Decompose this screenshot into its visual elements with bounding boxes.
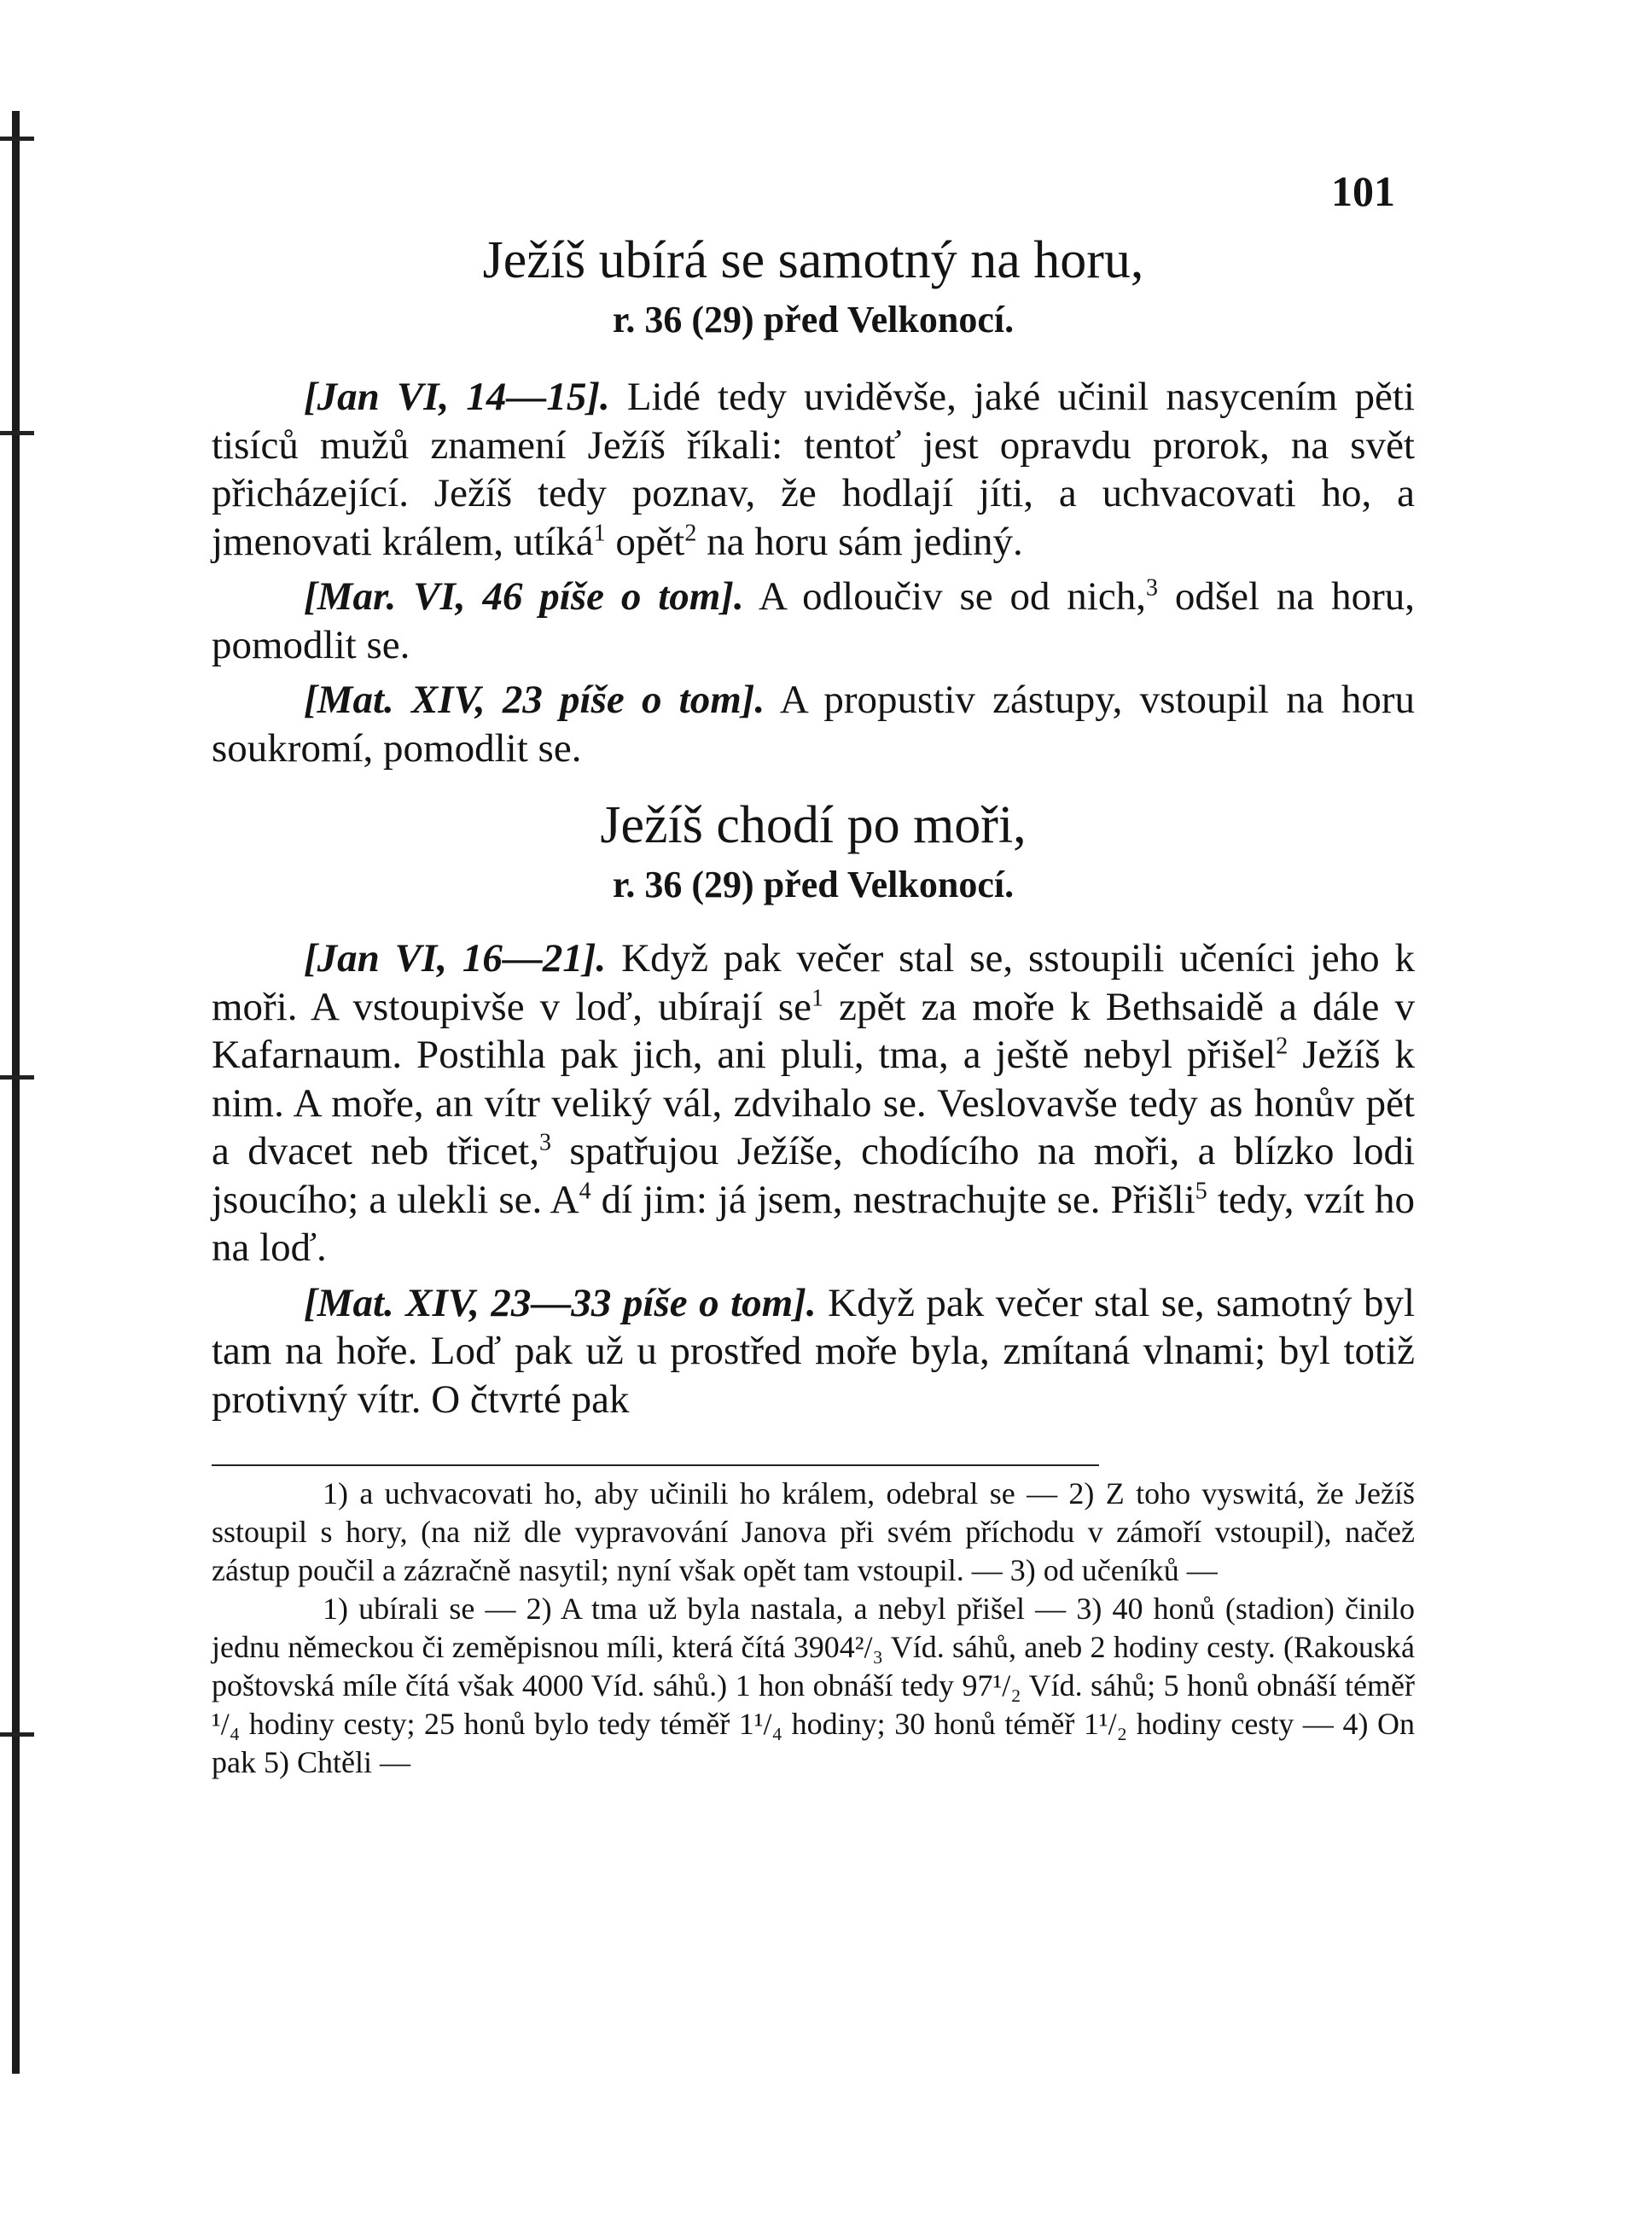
footnote-block-2: 1) ubírali se — 2) A tma už byla nastala, a nebyl přišel — 3) 40 honů (stadion) činilo jednu německou či zeměpisnou míli, která čítá 3904²/₃ Víd. sáhů, aneb 2 hodiny cesty. (Rakouská poštovská míle čítá však 4000 Víd. sáhů.) 1 hon obnáší tedy 97¹/₂ Víd. sáhů; 5 honů obnáší téměř ¹/₄ hodiny cesty; 25 honů bylo tedy téměř 1¹/₄ hodiny; 30 honů téměř 1¹/₂ hodiny cesty — 4) On pak 5) Chtěli — xyxy=(212,1592,1415,1779)
paragraph-text: Když pak večer stal se, samotný byl tam na hoře. Loď pak už u prostřed moře byla, zmítaná vlnami; byl totiž protivný vítr. O čtvrté pak xyxy=(212,1280,1415,1422)
binding-mark xyxy=(0,137,34,141)
footnote-marker: 2 xyxy=(684,519,697,546)
page-content xyxy=(212,226,1415,1782)
scripture-reference: [Mat. XIV, 23—33 píše o tom]. xyxy=(304,1280,817,1325)
section-title: Ježíš ubírá se samotný na horu, xyxy=(482,231,1144,289)
paragraph-text: na horu sám jediný. xyxy=(696,519,1023,564)
paragraph-jan-16 xyxy=(212,934,1415,1272)
footnote-marker: 3 xyxy=(538,1129,551,1156)
footnote-marker: 3 xyxy=(1145,574,1158,602)
page-number: 101 xyxy=(1331,167,1395,215)
paragraph-text: opět xyxy=(605,519,685,564)
scripture-reference: [Jan VI, 16—21]. xyxy=(304,936,607,981)
paragraph-text: A odloučiv se od nich, xyxy=(743,574,1146,619)
section-heading-2 xyxy=(212,791,1415,911)
paragraph-text: odšel na horu, pomodlit se. xyxy=(212,574,1415,667)
paragraph-text: Ježíš k nim. A moře, an vítr veliký vál, zdvihalo se. Veslovavše tedy as honův pět a dvacet neb třicet, xyxy=(212,1033,1415,1173)
paragraph-text: A propustiv zástupy, vstoupil na horu soukromí, pomodlit se. xyxy=(212,678,1416,771)
scripture-reference: [Mat. XIV, 23 píše o tom]. xyxy=(304,678,765,722)
paragraph-text: dí jim: já jsem, nestrachujte se. Přišli xyxy=(590,1177,1195,1222)
section-subtitle: r. 36 (29) před Velkonocí. xyxy=(612,864,1015,905)
binding-mark xyxy=(0,1732,34,1737)
scripture-reference: [Mar. VI, 46 píše o tom]. xyxy=(304,574,744,619)
paragraph-text: tedy, vzít ho na loď. xyxy=(212,1177,1415,1270)
paragraph-mat-23-33 xyxy=(212,1279,1415,1424)
footnote-marker: 1 xyxy=(593,519,606,546)
paragraph-text: Lidé tedy uviděvše, jaké učinil nasycením pěti tisíců mužů znamení Ježíš říkali: tentoť jest opravdu prorok, na svět přicházející. Ježíš tedy poznav, že hodlají jíti, a uchvacovati ho, a jmenovati králem, utíká xyxy=(212,375,1415,564)
paragraph-text: spatřujou Ježíše, chodícího na moři, a blízko lodi jsoucího; a ulekli se. A xyxy=(212,1129,1415,1222)
binding-mark xyxy=(0,431,34,435)
paragraph-mat-23 xyxy=(212,676,1415,772)
footnotes xyxy=(212,1475,1415,1782)
footnote-marker: 4 xyxy=(579,1177,591,1204)
paragraph-jan-14 xyxy=(212,373,1415,566)
footnote-block-1: 1) a uchvacovati ho, aby učinili ho králem, odebral se — 2) Z toho vyswitá, že Ježíš sstoupil s hory, (na niž dle vypravování Janova při svém příchodu v zámoří vstoupil), načež zástup poučil a zázračně nasytil; nyní však opět tam vstoupil. — 3) od učeníků — xyxy=(212,1476,1415,1587)
binding-line xyxy=(12,111,20,2074)
footnote-marker: 2 xyxy=(1276,1033,1288,1060)
section-heading-1 xyxy=(212,226,1415,346)
section-subtitle: r. 36 (29) před Velkonocí. xyxy=(612,299,1015,340)
binding-mark xyxy=(0,1075,34,1080)
paragraph-mar-46 xyxy=(212,573,1415,669)
footnote-marker: 5 xyxy=(1195,1177,1207,1204)
footnote-marker: 1 xyxy=(811,984,824,1011)
footnote-divider xyxy=(212,1464,1099,1466)
scripture-reference: [Jan VI, 14—15]. xyxy=(304,375,610,419)
scan-edge xyxy=(0,0,44,2235)
section-title: Ježíš chodí po moři, xyxy=(600,796,1027,854)
paragraph-text: Když pak večer stal se, sstoupili učeníci jeho k moři. A vstoupivše v loď, ubírají se xyxy=(212,936,1415,1029)
paragraph-text: zpět za moře k Bethsaidě a dále v Kafarnaum. Postihla pak jich, ani pluli, tma, a ještě nebyl přišel xyxy=(212,984,1415,1077)
